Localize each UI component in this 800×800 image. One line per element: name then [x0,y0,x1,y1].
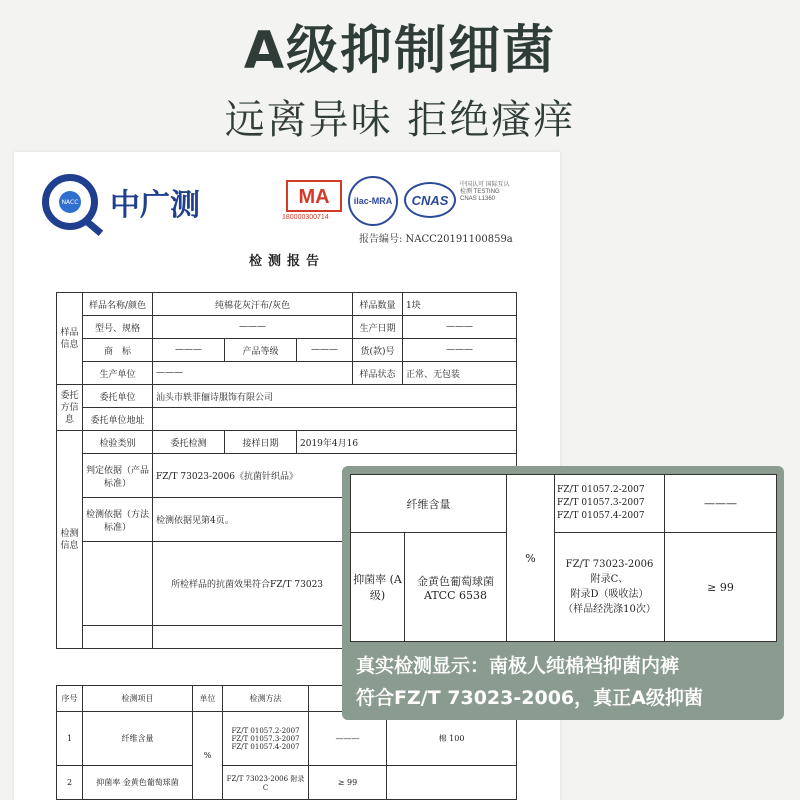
report-title: 检测报告 [248,254,325,269]
caption-line-2: 符合FZ/T 73023-2006，真正A级抑菌 [356,687,703,709]
cell-value: 汕头市轶菲俪诗服饰有限公司 [153,385,517,408]
table-cell: ≥ 99 [309,766,387,800]
zoom-method-line: FZ/T 01057.3-2007 [557,498,645,508]
table-cell: 抑菌率 [96,778,121,787]
cell-label: 委托单位 [83,385,153,408]
cell-value: 检测依据见第4页。 [153,498,517,542]
cnas-text: 中国认可 国际互认 检测 TESTING CNAS L1360 [460,182,510,202]
zoom-antibac-label: 抑菌率 (A级) [351,533,405,642]
cell-label: 货(款)号 [353,339,403,362]
zoom-method-line: 附录C、 [590,574,629,585]
zoom-table-panel [350,474,776,642]
table-cell: FZ/T 01057.2-2007 FZ/T 01057.3-2007 FZ/T 01057.4-2007 [223,712,309,766]
table-cell: 棉 100 [387,712,517,766]
cell-label: 商 标 [83,339,153,362]
table-cell: % [193,712,223,800]
zoom-unit: % [507,475,555,642]
zoom-method-line: FZ/T 01057.4-2007 [557,511,645,521]
cell-value: 正常、无包装 [403,362,517,385]
zoom-method-line: FZ/T 73023-2006 [565,559,654,570]
cma-number: 180000300714 [282,214,329,221]
table-cell: 金黄色葡萄球菌 [122,778,179,787]
zoom-fiber-label: 纤维含量 [351,475,507,533]
zoom-fiber-result: ——— [665,475,777,533]
cnas-icon: CNAS [404,182,456,218]
zoom-bacteria: 金黄色葡萄球菌 ATCC 6538 [405,533,507,642]
cell-value: ——— [297,339,353,362]
zoom-callout [342,466,784,720]
headline-title: A级抑制细菌 [243,21,557,81]
cell-value: 委托检测 [153,431,225,454]
cell-value: ——— [153,316,353,339]
ilac-mra-icon: ilac-MRA [348,176,398,226]
brand-name: 中广测 [110,188,200,223]
test-section-label: 检测信息 [57,431,83,649]
table-cell: FZ/T 73023-2006 附录C [223,766,309,800]
conclusion-text: 所检样品的抗菌效果符合FZ/T 73023 [153,542,517,626]
cell-value [153,408,517,431]
header-cell: 检测项目 [83,686,193,712]
cma-seal-icon: MA [286,180,342,212]
cell-value: ——— [153,339,225,362]
cell-value: ——— [403,339,517,362]
cell-label: 检测依据（方法标准） [83,498,153,542]
cell-label: 生产日期 [353,316,403,339]
zoom-method-line: 附录D（吸收法） [570,589,649,600]
logo-badge: NACC [59,191,81,213]
zoom-table [350,474,777,642]
nacc-logo-icon [42,174,98,230]
report-number: 报告编号: NACC20191100859a [359,234,513,245]
cell-value: ——— [153,362,353,385]
headline-subtitle: 远离异味 拒绝瘙痒 [224,97,576,143]
cell-value: ——— [403,316,517,339]
cell-label: 检验类别 [83,431,153,454]
cell-value: FZ/T 73023-2006《抗菌针织品》 [153,454,517,498]
cell-label: 样品数量 [353,293,403,316]
cell-label: 产品等级 [225,339,297,362]
cell-value: 纯棉花灰汗布/灰色 [153,293,353,316]
table-cell: ——— [309,712,387,766]
header-cell: 单位 [193,686,223,712]
client-section-label: 委托方信息 [57,385,83,431]
cell-label: 委托单位地址 [83,408,153,431]
zoom-method-line: （样品经洗涤10次） [563,604,656,615]
table-cell: 2 [57,766,83,800]
cell-label: 型号、规格 [83,316,153,339]
cell-value: 1块 [403,293,517,316]
zoom-method-line: FZ/T 01057.2-2007 [557,485,645,495]
cell-value: 2019年4月16 [297,431,517,454]
callout-caption [356,650,776,714]
cell-label: 接样日期 [225,431,297,454]
cell-label: 生产单位 [83,362,153,385]
cell-label: 判定依据（产品标准） [83,454,153,498]
zoom-antibac-result: ≥ 99 [665,533,777,642]
cell-label: 样品名称/颜色 [83,293,153,316]
table-cell: 1 [57,712,83,766]
header-cell: 检测方法 [223,686,309,712]
cell-label: 样品状态 [353,362,403,385]
caption-line-1: 真实检测显示：南极人纯棉裆抑菌内裤 [356,655,680,677]
table-cell: 纤维含量 [83,712,193,766]
sample-section-label: 样品信息 [57,293,83,385]
header-cell: 序号 [57,686,83,712]
